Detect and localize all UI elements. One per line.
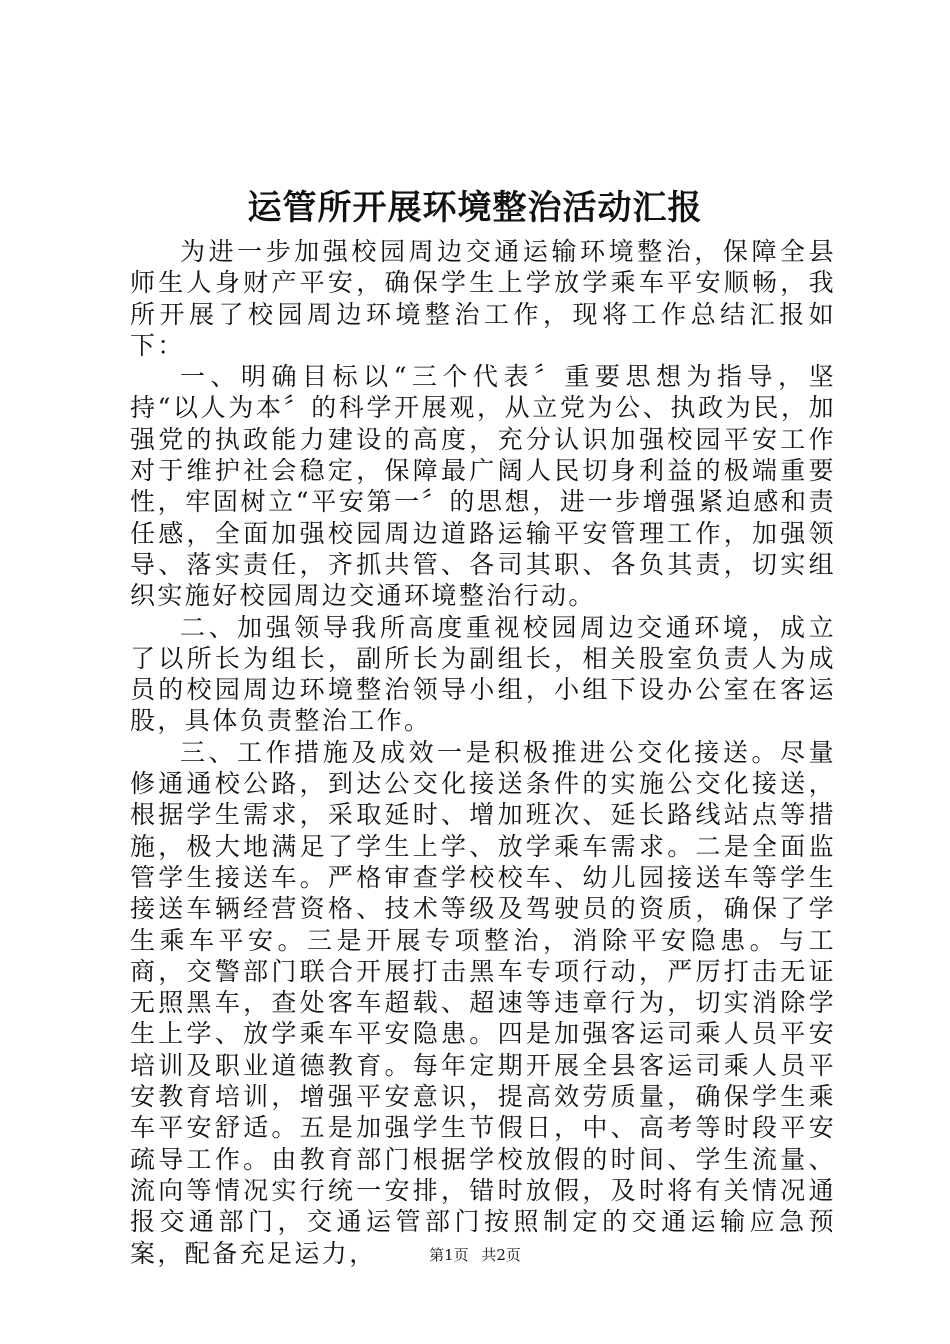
page-footer <box>0 1244 950 1266</box>
document-title: 运管所开展环境整治活动汇报 <box>247 188 703 228</box>
page-number: 第1页 <box>429 1246 469 1264</box>
paragraph-intro: 为进一步加强校园周边交通运输环境整治，保障全县师生人身财产平安，确保学生上学放学乘车平安顺畅，我所开展了校园周边环境整治工作，现将工作总结汇报如下： <box>130 237 836 360</box>
document-body <box>130 236 836 1269</box>
paragraph-section-3: 三、工作措施及成效一是积极推进公交化接送。尽量修通通校公路，到达公交化接送条件的实施公交化接送，根据学生需求，采取延时、增加班次、延长路线站点等措施，极大地满足了学生上学、放学乘车需求。二是全面监管学生接送车。严格审查学校校车、幼儿园接送车等学生接送车辆经营资格、技术等级及驾驶员的资质，确保了学生乘车平安。三是开展专项整治，消除平安隐患。与工商，交警部门联合开展打击黑车专项行动，严厉打击无证无照黑车，查处客车超载、超速等违章行为，切实消除学生上学、放学乘车平安隐患。四是加强客运司乘人员平安培训及职业道德教育。每年定期开展全县客运司乘人员平安教育培训，增强平安意识，提高效劳质量，确保学生乘车平安舒适。五是加强学生节假日，中、高考等时段平安疏导工作。由教育部门根据学校放假的时间、学生流量、流向等情况实行统一安排，错时放假，及时将有关情况通报交通部门，交通运管部门按照制定的交通运输应急预案，配备充足运力， <box>130 737 836 1268</box>
paragraph-section-1: 一、明确目标以“三个代表〞重要思想为指导，坚持“以人为本〞的科学开展观，从立党为公、执政为民，加强党的执政能力建设的高度，充分认识加强校园平安工作对于维护社会稳定，保障最广阔人民切身利益的极端重要性，牢固树立“平安第一〞的思想，进一步增强紧迫感和责任感，全面加强校园周边道路运输平安管理工作，加强领导、落实责任，齐抓共管、各司其职、各负其责，切实组织实施好校园周边交通环境整治行动。 <box>130 362 836 611</box>
paragraph-section-2: 二、加强领导我所高度重视校园周边交通环境，成立了以所长为组长，副所长为副组长，相关股室负责人为成员的校园周边环境整治领导小组，小组下设办公室在客运股，具体负责整治工作。 <box>130 612 836 736</box>
page-total: 共2页 <box>481 1246 521 1264</box>
